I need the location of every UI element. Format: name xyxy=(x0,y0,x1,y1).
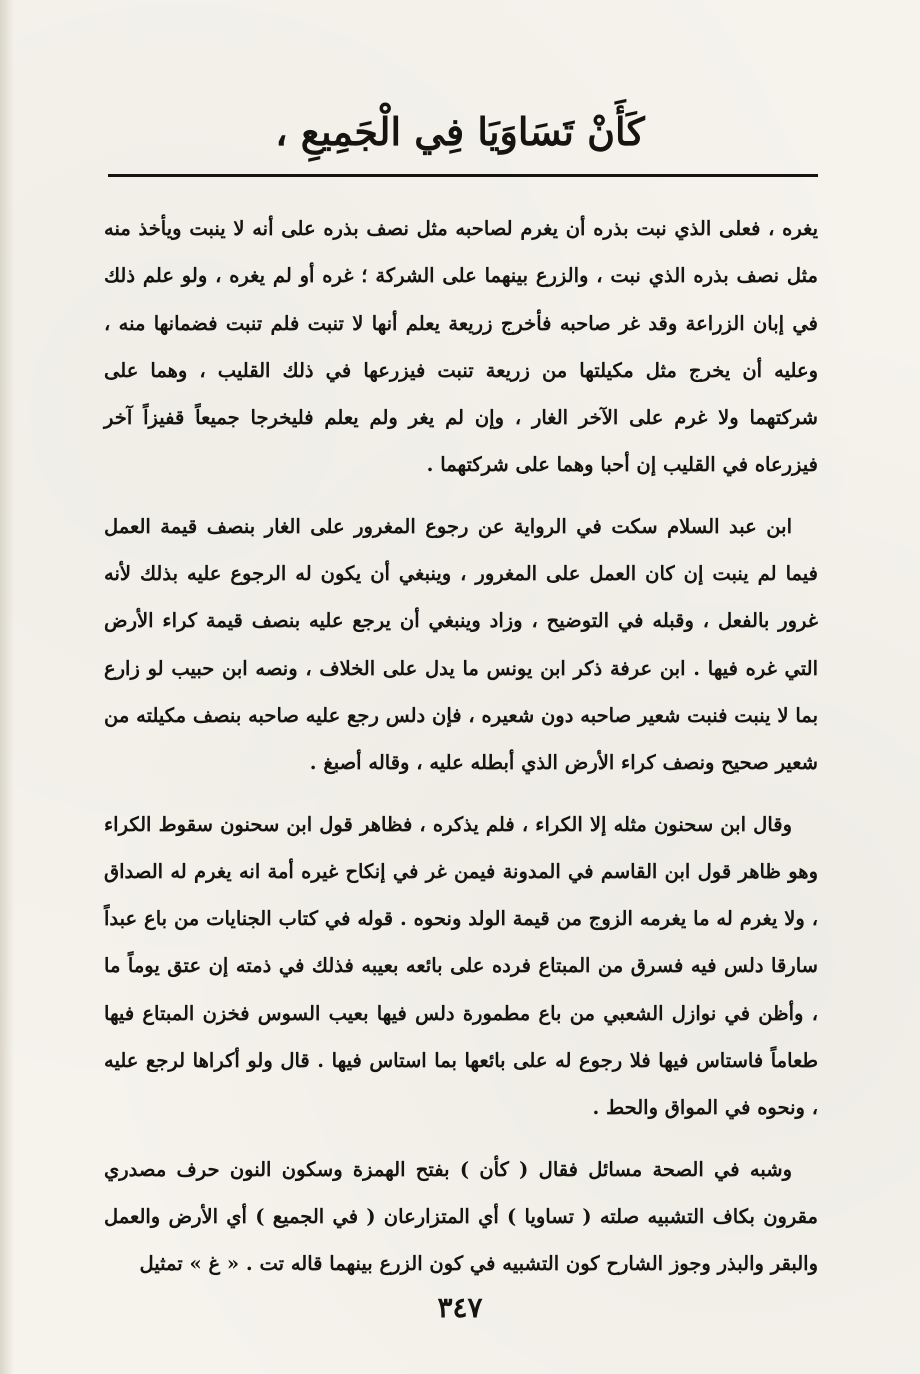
header-divider xyxy=(108,174,818,177)
paragraph: وشبه في الصحة مسائل فقال ( كأن ) بفتح الهمزة وسكون النون حرف مصدري مقرون بكاف التشبيه صلته ( تساويا ) أي المتزارعان ( في الجميع ) أي الأرض والعمل والبقر والبذر وجوز الشارح كون التشبيه في كون الزرع بينهما قاله تت . « غ » تمثيل xyxy=(104,1157,818,1276)
paragraph: وقال ابن سحنون مثله إلا الكراء ، فلم يذكره ، فظاهر قول ابن سحنون سقوط الكراء وهو ظاهر قول ابن القاسم في المدونة فيمن غر في إنكاح غيره أمة انه يغرم له الصداق ، ولا يغرم له ما يغرمه الزوج من قيمة الولد ونحوه . قوله في كتاب الجنايات من باع عبداً سارقا دلس فيه فسرق من المبتاع فرده على بائعه بعيبه فذلك في ذمته إن عتق يوماً ما ، وأظن في نوازل الشعبي من باع مطمورة دلس فيها بعيب السوس فخزن المبتاع فيها طعاماً فاستاس فيها فلا رجوع له على بائعها بما استاس فيها . قال ولو أكراها لرجع عليه ، ونحوه في المواق والحط . xyxy=(104,812,818,1120)
page-edge-shadow xyxy=(0,0,14,1374)
page-title: كَأَنْ تَسَاوَيَا فِي الْجَمِيعِ ، xyxy=(275,109,645,154)
paragraph: يغره ، فعلى الذي نبت بذره أن يغرم لصاحبه مثل نصف بذره على أنه لا ينبت ويأخذ منه مثل نصف بذره الذي نبت ، والزرع بينهما على الشركة ؛ غره أو لم يغره ، ولو علم ذلك في إبان الزراعة وقد غر صاحبه فأخرج زريعة يعلم أنها لا تنبت فلم تنبت فضمانها منه ، وعليه أن يخرج مثل مكيلتها من زريعة تنبت فيزرعها في ذلك القليب ، وهما على شركتهما ولا غرم على الآخر الغار ، وإن لم يغر ولم يعلم فليخرجا جميعاً قفيزاً آخر فيزرعاه في القليب إن أحبا وهما على شركتهما . xyxy=(104,217,818,477)
page-number: ٣٤٧ xyxy=(437,1291,483,1324)
body-text xyxy=(104,205,818,1288)
paragraph: ابن عبد السلام سكت في الرواية عن رجوع المغرور على الغار بنصف قيمة العمل فيما لم ينبت إن كان العمل على المغرور ، وينبغي أن يكون له الرجوع عليه بذلك لأنه غرور بالفعل ، وقبله في التوضيح ، وزاد وينبغي أن يرجع عليه بنصف قيمة كراء الأرض التي غره فيها . ابن عرفة ذكر ابن يونس ما يدل على الخلاف ، ونصه ابن حبيب لو زارع بما لا ينبت فنبت شعير صاحبه دون شعيره ، فإن دلس رجع عليه صاحبه بنصف مكيلته من شعير صحيح ونصف كراء الأرض الذي أبطله عليه ، وقاله أصبغ . xyxy=(104,514,818,775)
